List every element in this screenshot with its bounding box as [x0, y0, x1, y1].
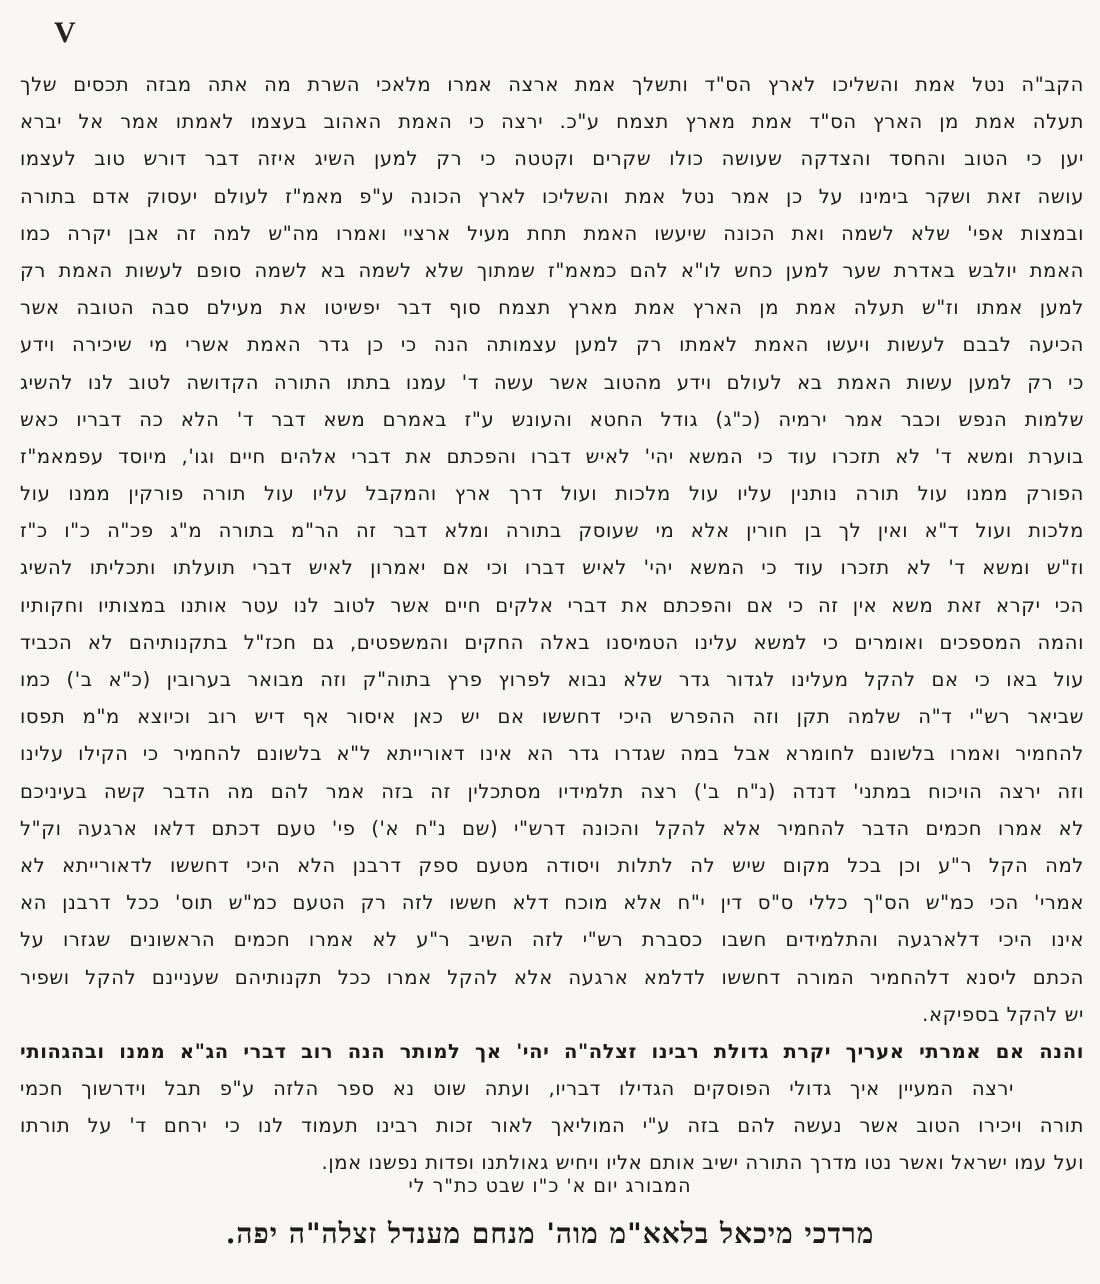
body-line: ועל עמו ישראל ואשר נטו מדרך התורה ישיב אותם אליו ויחיש גאולתנו ופדות נפשנו אמן.: [321, 1151, 1084, 1175]
body-line: הקב"ה נטל אמת והשליכו לארץ הס"ד ותשלך אמת ארצה אמרו מלאכי השרת מה אתה מבזה תכסים שלך: [20, 73, 1084, 96]
body-text: [20, 66, 1084, 1182]
body-line: והנה אם אמרתי אעריך יקרת גדולת רבינו זצלה"ה יהי' אך למותר הנה רוב דברי הג"א ממנו ובהגהותי: [20, 1039, 1084, 1063]
body-line: בוערת ומשא ד' לא תזכרו עוד כי המשא יהי' לאיש דברו והפכתם את דברי אלהים חיים וגו', מיוסד עפמאמ"ז: [20, 444, 1084, 468]
body-line: למה הקל ר"ע וכן בכל מקום שיש לה לתלות ויסודה מטעם ספק דרבנן הלא היכי דחששו לדאורייתא לא: [20, 853, 1084, 877]
body-line: לא אמרו חכמים הדבר להחמיר אלא להקל והכונה דרש"י (שם נ"ח א') פי' טעם דכתם דלאו ארגעה וק"ל: [20, 816, 1084, 840]
body-line: כי רק למען עשות האמת בא לעולם וידע מהטוב אשר עשה ד' עמנו בתתו התורה הקדושה לטוב לנו להשיג: [20, 370, 1084, 394]
body-line: ירצה המעיין איך גדולי הפוסקים הגדילו דבריו, ועתה שוט נא ספר הלזה ע"פ תבל וידרשוך חכמי: [20, 1077, 1014, 1101]
body-line: להחמיר ואמרו בלשונם לחומרא אבל במה שגדרו גדר הא אינו דאורייתא ל"א בלשונם להחמיר כי הקילו עלינו: [20, 742, 1084, 766]
body-line: הכיעה לבבם לעשות ויעשו האמת לאמתו רק למען עצמותה הנה כי כן גדר האמת אשרי מי שיכירה וידע: [20, 333, 1084, 357]
signature-block: [0, 1168, 1100, 1258]
body-line: הפורק ממנו עול תורה נותנין עליו עול מלכות ועול דרך ארץ והמקבל עליו עול תורה פורקין ממנו עול: [20, 482, 1084, 506]
body-line: אמרי' הכי כמ"ש הס"ך כללי ס"ס דין י"ח אלא מוכח דלא חששו לזה רק הטעם כמ"ש תוס' ככל דרבנן הא: [20, 891, 1084, 915]
body-line: אינו היכי דלארגעה והתלמידים חשבו כסברת רש"י לזה השיב ר"ע לא אמרו חכמים הראשונים שגזרו על: [20, 928, 1084, 952]
signature-date-line: המבורג יום א' כ"ו שבט כת"ר לי: [408, 1175, 692, 1197]
body-line: יען כי הטוב והחסד והצדקה שעושה כולו שקרים וקטטה כי רק למען השיג איזה דבר דורש טוב לעצמו: [20, 147, 1084, 171]
body-line: וז"ש ומשא ד' לא תזכרו עוד כי המשא יהי' לאיש דברו וכי אם יאמרון לאיש דברי תועלתו ותכליתו להשיג: [20, 556, 1084, 580]
page-number: V: [54, 16, 76, 49]
body-line: שביאר רש"י ד"ה שלמה תקן וזה ההפרש היכי דחששו אם יש כאן איסור אף דיש רוב וכיוצא מ"מ תפסו: [20, 705, 1084, 729]
body-line: עושה זאת ושקר בימינו על כן אמר נטל אמת והשליכו לארץ הכונה ע"פ מאמ"ז לעולם יעסוק אדם בתורה: [20, 184, 1084, 208]
body-line: תורה ויכירו הטוב אשר נעשה להם בזה ע"י המוליאך לאור זכות רבינו תעמוד לנו כי ירחם ד' על תורתו: [20, 1114, 1084, 1138]
body-line: מלכות ועול ד"א ואין לך בן חורין אלא מי שעוסק בתורה ומלא דבר זה הר"מ בתורה מ"ג פכ"ה כ"ו כ"ז: [20, 519, 1084, 543]
signature-name-line: מרדכי מיכאל בלאא"מ מוה' מנחם מענדל זצלה"ה יפה.: [225, 1217, 875, 1250]
body-line: האמת יולבש באדרת שער למען כחש לו"א להם כמאמ"ז שמתוך שלא לשמה בא לשמה סופם לעשות האמת רק: [20, 258, 1084, 282]
body-line: תעלה אמת מן הארץ הס"ד אמת מארץ תצמח ע"כ. ירצה כי האמת האהוב בעצמו לאמתו אמר אל יברא: [20, 110, 1084, 134]
body-line: עול באו כי אם להקל מעלינו לגדור גדר שלא נבוא לפרוץ פרץ בתוה"ק וזה מבואר בערובין (כ"א ב') כמו: [20, 668, 1084, 691]
body-line: הכי יקרא זאת משא אין זה כי אם והפכתם את דברי אלקים חיים אשר לטוב לנו עטר אותנו במצותיו וחקותיו: [20, 593, 1084, 617]
body-line: וזה ירצה הויכוח במתני' דנדה (נ"ח ב') רצה תלמידיו מסתכלין זה בזה אמר להם מה הדבר קשה בעיניכם: [20, 779, 1084, 803]
body-line: והמה המספכים ואומרים כי למשא עלינו הטמיסנו באלה החקים והמשפטים, גם חכז"ל בתקנותיהם לא הכביד: [20, 630, 1084, 654]
body-line: יש להקל בספיקא.: [922, 1002, 1084, 1026]
body-line: שלמות הנפש וכבר אמר ירמיה (כ"ג) גודל החטא והעונש ע"ז באמרם משא דבר ד' הלא כה דבריו כאש: [20, 407, 1084, 431]
body-line: למען אמתו וז"ש תעלה אמת מן הארץ אמת מארץ תצמח סוף דבר יפשיטו את מעילם סבה הטובה אשר: [20, 296, 1084, 320]
body-line: ובמצות אפי' שלא לשמה ואת הכונה שיעשו האמת תחת מעיל ארציי ואמרו מה"ש למה זה אבן יקרה כמו: [20, 221, 1084, 245]
body-line: הכתם ליסנא דלהחמיר המורה דחששו לדלמא ארגעה אלא להקל אמרו ככל תקנותיהם שעניינם להקל ושפיר: [20, 965, 1084, 989]
